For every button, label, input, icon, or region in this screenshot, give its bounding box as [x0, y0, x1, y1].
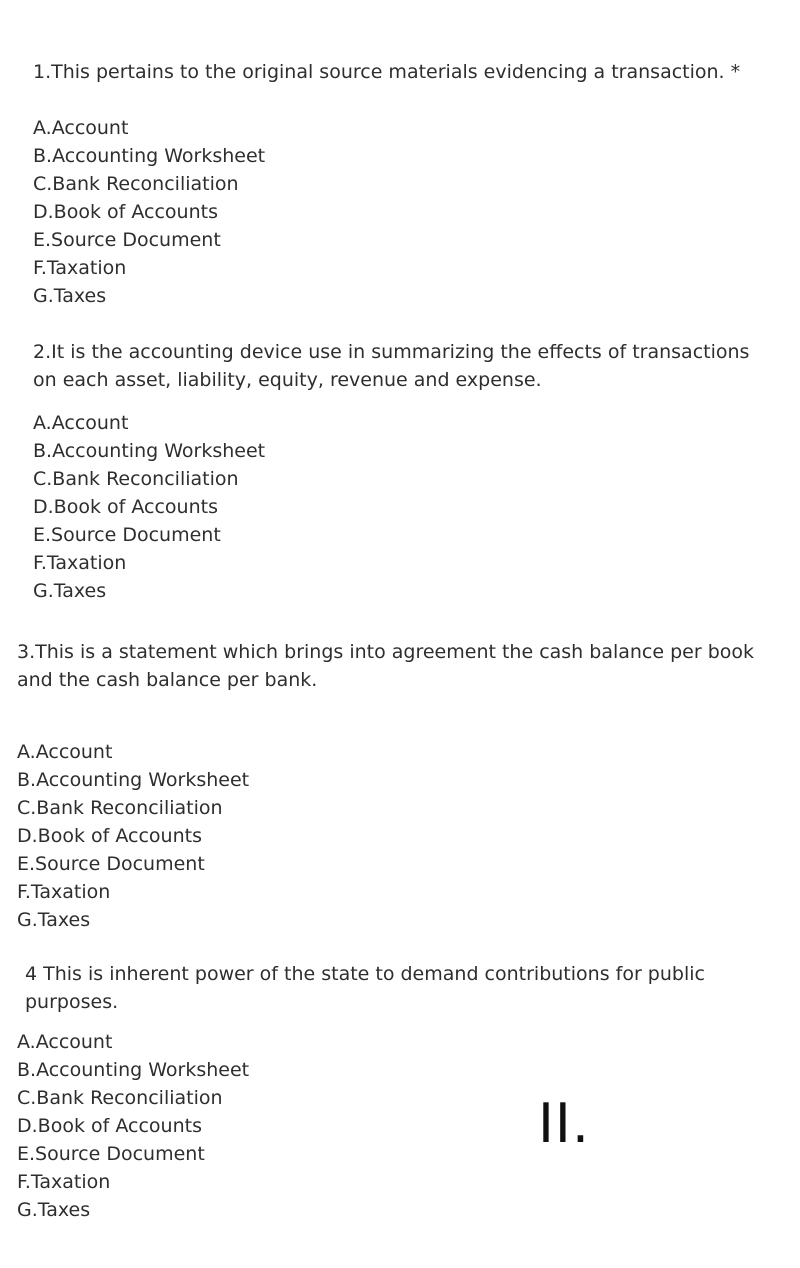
question-4-text: 4 This is inherent power of the state to demand contributions for public purposes. — [25, 963, 705, 1013]
question-3-block — [0, 638, 800, 934]
question-3-text: 3.This is a statement which brings into agreement the cash balance per book and the cash balance per bank. — [17, 641, 755, 691]
option-d: D.Book of Accounts — [33, 496, 218, 518]
question-1-text: 1.This pertains to the original source materials evidencing a transaction. * — [33, 61, 741, 83]
question-1-block — [0, 58, 800, 310]
question-2-block — [0, 338, 800, 605]
option-f: F.Taxation — [33, 552, 127, 574]
question-2-text: 2.It is the accounting device use in summarizing the effects of transactions on each asset, liability, equity, revenue and expense. — [33, 341, 750, 391]
question-4-options — [0, 1028, 800, 1224]
option-a: A.Account — [17, 741, 113, 763]
option-d: D.Book of Accounts — [17, 825, 202, 847]
option-g: G.Taxes — [33, 580, 107, 602]
option-e: E.Source Document — [17, 1143, 205, 1165]
option-c: C.Bank Reconciliation — [33, 173, 239, 195]
option-a: A.Account — [33, 412, 129, 434]
option-a: A.Account — [17, 1031, 113, 1053]
option-c: C.Bank Reconciliation — [33, 468, 239, 490]
option-e: E.Source Document — [17, 853, 205, 875]
option-f: F.Taxation — [17, 1171, 111, 1193]
option-b: B.Accounting Worksheet — [33, 440, 266, 462]
option-b: B.Accounting Worksheet — [33, 145, 266, 167]
option-a: A.Account — [33, 117, 129, 139]
option-g: G.Taxes — [17, 909, 91, 931]
option-g: G.Taxes — [33, 285, 107, 307]
option-d: D.Book of Accounts — [33, 201, 218, 223]
option-c: C.Bank Reconciliation — [17, 1087, 223, 1109]
option-e: E.Source Document — [33, 229, 221, 251]
option-d: D.Book of Accounts — [17, 1115, 202, 1137]
option-e: E.Source Document — [33, 524, 221, 546]
option-g: G.Taxes — [17, 1199, 91, 1221]
option-c: C.Bank Reconciliation — [17, 797, 223, 819]
question-1-options — [0, 114, 800, 310]
option-b: B.Accounting Worksheet — [17, 1059, 250, 1081]
option-b: B.Accounting Worksheet — [17, 769, 250, 791]
section-number-mark: II. — [538, 1092, 591, 1155]
question-4-block — [0, 960, 800, 1224]
option-f: F.Taxation — [17, 881, 111, 903]
option-f: F.Taxation — [33, 257, 127, 279]
question-2-options — [0, 409, 800, 605]
question-3-options — [0, 738, 800, 934]
